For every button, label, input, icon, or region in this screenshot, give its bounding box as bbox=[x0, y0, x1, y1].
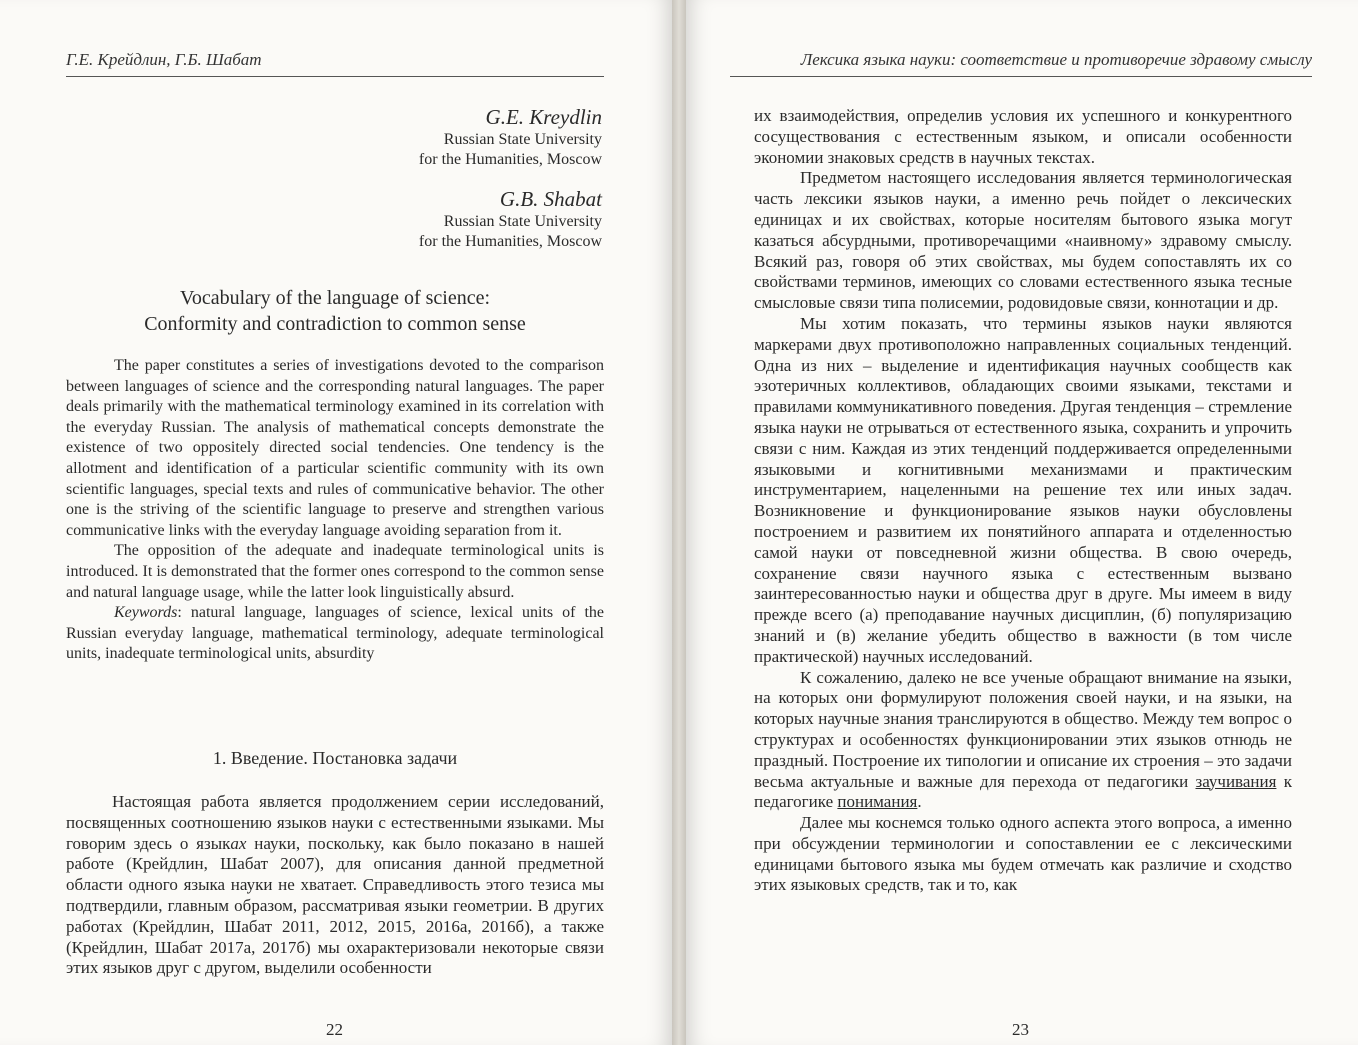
keywords-label: Keywords bbox=[114, 604, 178, 622]
intro-paragraph-1 bbox=[66, 792, 604, 979]
author-affiliation: Russian State University bbox=[443, 213, 602, 230]
left-page bbox=[0, 0, 672, 1045]
book-gutter bbox=[672, 0, 686, 1045]
header-rule-left bbox=[66, 76, 604, 77]
paragraph-text: . bbox=[917, 792, 922, 812]
paper-title bbox=[66, 285, 604, 337]
author-affiliation: for the Humanities, Moscow bbox=[418, 233, 602, 250]
section-title: 1. Введение. Постановка задачи bbox=[212, 748, 458, 768]
author-block-2 bbox=[419, 186, 602, 252]
right-page bbox=[686, 0, 1358, 1045]
underlined-term: заучивания bbox=[1195, 771, 1277, 791]
paper-title-line-2: Conformity and contradiction to common sense bbox=[144, 313, 526, 335]
intro-emphasis: ах bbox=[230, 833, 247, 853]
page-number-right: 23 bbox=[1012, 1020, 1029, 1039]
author-name: G.E. Kreydlin bbox=[485, 105, 602, 129]
author-affiliation: Russian State University bbox=[443, 131, 602, 148]
header-rule-right bbox=[730, 76, 1312, 77]
author-block-1 bbox=[419, 104, 602, 170]
paragraph: Далее мы коснемся только одного аспекта этого вопроса, а именно при обсуждении терминологии и сопоставлении ее с лексическими единицами бытового языка мы будем отмечать как различие и сходство этих языковых средств, так и то, как bbox=[754, 813, 1292, 895]
paragraph-text: к педагогике bbox=[754, 771, 1292, 812]
paragraph-text: К сожалению, далеко не все ученые обращают внимание на языки, на которых они формулируют положения своей науки, и на языки, на которых научные знания транслируются в общество. Между тем вопрос о структурах и особенностях функционировании этих языков отнюдь не праздный. Построение их типологии и описание их строения – это задачи весьма актуальные и важные для перехода от педагогики bbox=[754, 667, 1292, 791]
author-affiliation: for the Humanities, Moscow bbox=[418, 151, 602, 168]
underlined-term: понимания bbox=[837, 792, 918, 812]
intro-text-span: Настоящая работа является продолжением серии исследований, посвященных соотношению языков науки с естественными языками. Мы говорим здесь о язык bbox=[66, 792, 604, 853]
page-number-left: 22 bbox=[326, 1020, 343, 1039]
intro-text bbox=[66, 792, 604, 979]
abstract-paragraph-1: The paper constitutes a series of investigations devoted to the comparison between languages of science and the corresponding natural languages. The paper deals primarily with the mathematical terminology examined in its correlation with the everyday Russian. The analysis of mathematical concepts demonstrate the existence of two oppositely directed social tendencies. One tendency is the allotment and identification of a particular scientific community with its own scientific languages, special texts and rules of communicative behavior. The other one is the striving of the scientific language to preserve and strengthen various communicative links with the everyday language avoiding separation from it. bbox=[66, 357, 604, 539]
running-head-left: Г.Е. Крейдлин, Г.Б. Шабат bbox=[66, 50, 262, 69]
keywords bbox=[66, 603, 604, 665]
paper-title-line-1: Vocabulary of the language of science: bbox=[179, 287, 491, 309]
running-head-right: Лексика языка науки: соответствие и противоречие здравому смыслу bbox=[800, 50, 1312, 69]
keywords-text: : natural language, languages of science, lexical units of the Russian everyday language, mathematical terminology, adequate terminological units, inadequate terminological units, absurdity bbox=[66, 604, 604, 663]
author-name: G.B. Shabat bbox=[499, 187, 602, 211]
abstract bbox=[66, 356, 604, 665]
paragraph: Мы хотим показать, что термины языков науки являются маркерами двух противоположно направленных социальных тенденций. Одна из них – выделение и идентификация научных сообществ как эзотеричных коллективов, обладающих своими языками, текстами и правилами коммуникативного поведения. Другая тенденция – стремление языка науки не отрываться от естественного языка, сохранить и упрочить связи с ним. Каждая из этих тенденций поддерживается определенными языковыми и когнитивными механизмами и практическим инструментарием, нацеленными на решение тех или иных задач. Возникновение и функционирование языков науки обусловлены построением и развитием их понятийного аппарата и отделенностью самой науки от повседневной жизни общества. В свою очередь, сохранение связи научного языка с естественным вызвано заинтересованностью науки и общества друг в друге. Мы имеем в виду прежде всего (а) преподавание научных дисциплин, (б) популяризацию знаний и (в) желание убедить общество в важности (в том числе практической) научных исследований. bbox=[754, 313, 1292, 666]
paragraph: Предметом настоящего исследования является терминологическая часть лексики языков науки, а именно речь пойдет о лексических единицах и их свойствах, которые носителям бытового языка могут казаться абсурдными, противоречащими «наивному» здравому смыслу. Всякий раз, говоря об этих свойствах, мы будем сопоставлять их со свойствами терминов, имеющих со словами естественного языка тесные смысловые связи типа полисемии, родовидовые связи, коннотации и др. bbox=[754, 168, 1292, 313]
intro-text-span: науки, поскольку, как было показано в нашей работе (Крейдлин, Шабат 2007), для описания данной предметной области одного языка науки не хватает. Справедливость этого тезиса мы подтвердили, главным образом, рассматривая языки геометрии. В других работах (Крейдлин, Шабат 2011, 2012, 2015, 2016а, 2016б), а также (Крейдлин, Шабат 2017а, 2017б) мы охарактеризовали некоторые связи этих языков друг с другом, выделили особенности bbox=[66, 833, 604, 978]
paragraph bbox=[754, 668, 1292, 814]
abstract-paragraph-2: The opposition of the adequate and inadequate terminological units is introduced. It is demonstrated that the former ones correspond to the common sense and natural language usage, while the latter look linguistically absurd. bbox=[66, 542, 604, 601]
body-text-right bbox=[754, 106, 1292, 896]
paragraph-continued: их взаимодействия, определив условия их успешного и конкурентного сосуществования с естественным языком, и описали особенности экономии знаковых средств в научных текстах. bbox=[754, 106, 1292, 167]
